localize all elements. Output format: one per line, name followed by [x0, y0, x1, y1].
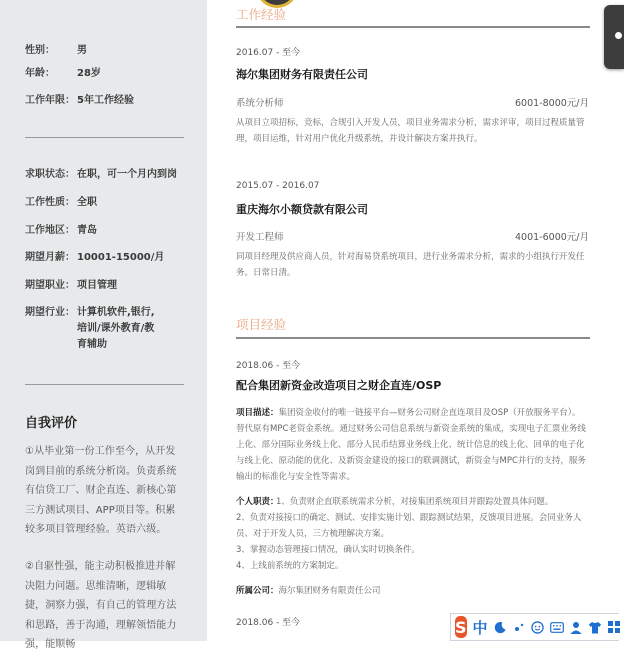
- info-label: 期望行业：: [25, 307, 75, 318]
- info-value: 计算机软件,银行,培训/课外教育/教育辅助: [77, 307, 155, 350]
- user-icon[interactable]: [570, 620, 582, 634]
- sidebar-divider: [25, 384, 184, 385]
- job-date: 2016.07 - 至今: [236, 48, 301, 58]
- job-company: 海尔集团财务有限责任公司: [236, 68, 368, 81]
- side-float-tab[interactable]: [604, 5, 624, 69]
- job-description: 从项目立项招标，竞标，合规引入开发人员，项目业务需求分析，需求评审，项目过程质量管理，项目运维，针对用户优化升级系统，并设计解决方案并执行。: [236, 118, 585, 144]
- project-description-text: 集团资金收付的唯一链接平台—财务公司财企直连项目及OSP（开放服务平台）。替代原有MPC老资金系统。通过财务公司信息系统与新资金系统的集成，实现电子汇票业务线上化、部分国际业务线上化、部分人民币结算业务线上化、统计信息的线上化、回单的电子化与线上化、原动能的优化、及新资金建设的接口的联调测试，新资金与MPC并行的支持，服务输出的标准化与安全性等需求。: [236, 408, 586, 482]
- project-date: 2018.06 - 至今: [236, 618, 301, 628]
- section-underline: [236, 26, 590, 28]
- job-role: 系统分析师: [236, 98, 284, 109]
- ime-toolbar[interactable]: [450, 613, 619, 641]
- project-company: [236, 583, 588, 599]
- self-evaluation-paragraph: ①从毕业第一份工作至今，从开发岗到目前的系统分析岗。负责系统有信贷工厂、财企直连、新核心第三方测试项目、APP项目等。积累较多项目管理经验。英语六级。: [25, 446, 177, 535]
- info-label: 性别：: [25, 45, 55, 56]
- responsibility-item: 3、掌握动态管理接口情况，确认实时切换条件。: [236, 545, 420, 555]
- project-date: 2018.06 - 至今: [236, 361, 301, 371]
- job-description: 同项目经理及供应商人员，针对海易贷系统项目，进行业务需求分析，需求的小组执行开发任务。日常日清。: [236, 252, 585, 278]
- intent-status: [25, 167, 177, 182]
- info-value: 青岛: [77, 225, 97, 236]
- responsibility-item: 2、负责对接接口的确定、测试、安排实施计划、跟踪测试结果，反馈项目进展。会同业务人员、对于开发人员，三方梳理解决方案。: [236, 513, 582, 539]
- info-value: 10001-15000/月: [77, 252, 165, 263]
- intent-industry: [25, 305, 159, 353]
- project-company-text: 海尔集团财务有限责任公司: [278, 586, 381, 596]
- info-value: 5年工作经验: [77, 95, 134, 106]
- skin-shirt-icon[interactable]: [588, 620, 602, 634]
- info-label: 期望月薪：: [25, 252, 75, 263]
- project-description: [236, 405, 588, 485]
- job-date: 2015.07 - 2016.07: [236, 181, 320, 191]
- info-label: 工作地区：: [25, 225, 75, 236]
- self-evaluation-title: 自我评价: [25, 416, 78, 431]
- punctuation-icon[interactable]: [513, 620, 525, 634]
- info-value: 在职，可一个月内到岗: [77, 169, 177, 180]
- resume-main: [207, 0, 619, 641]
- info-value: 全职: [77, 197, 97, 208]
- intent-occupation: [25, 278, 117, 293]
- info-label: 工作年限：: [25, 95, 75, 106]
- moon-icon[interactable]: [494, 620, 507, 634]
- project-company-label: 所属公司：: [236, 586, 279, 596]
- tab-knob-icon: [615, 32, 622, 39]
- project-responsibilities: [236, 494, 588, 574]
- project-name: 配合集团新资金改造项目之财企直连/OSP: [236, 379, 442, 392]
- section-title-work: 工作经验: [236, 7, 287, 22]
- info-value: 28岁: [77, 68, 101, 79]
- info-value: 项目管理: [77, 280, 117, 291]
- info-value: 男: [77, 45, 87, 56]
- keyboard-icon[interactable]: [550, 620, 564, 634]
- resume-sidebar: [0, 0, 207, 650]
- project-description-label: 项目描述：: [236, 408, 279, 418]
- job-salary: 6001-8000元/月: [515, 98, 589, 109]
- sogou-logo-icon[interactable]: S: [455, 617, 467, 637]
- ime-language-toggle[interactable]: 中: [472, 618, 488, 637]
- emoji-icon[interactable]: [531, 620, 544, 634]
- section-title-projects: 项目经验: [236, 317, 287, 332]
- info-gender: [25, 43, 87, 58]
- info-label: 工作性质：: [25, 197, 75, 208]
- menu-grid-icon[interactable]: [608, 620, 620, 634]
- job-company: 重庆海尔小额贷款有限公司: [236, 203, 368, 216]
- intent-region: [25, 223, 97, 238]
- job-salary: 4001-6000元/月: [515, 232, 589, 243]
- self-evaluation-paragraph: ②自驱性强，能主动积极推进并解决阻力问题。思维清晰，逻辑敏捷，洞察力强，有自己的管理方法和思路，善于沟通，理解领悟能力强，能顺畅: [25, 561, 177, 650]
- sidebar-divider: [25, 137, 184, 138]
- section-underline: [236, 337, 590, 339]
- info-label: 求职状态：: [25, 169, 75, 180]
- info-label: 期望职业：: [25, 280, 75, 291]
- project-responsibilities-label: 个人职责：: [236, 497, 279, 507]
- responsibility-item: 1、负责财企直联系统需求分析，对接集团系统项目并跟踪处置具体问题。: [276, 497, 554, 507]
- responsibility-item: 4、上线前系统的方案制定。: [236, 561, 344, 571]
- info-years: [25, 93, 134, 108]
- intent-salary: [25, 250, 164, 265]
- info-age: [25, 66, 101, 81]
- intent-type: [25, 195, 97, 210]
- info-label: 年龄：: [25, 68, 55, 79]
- job-role: 开发工程师: [236, 232, 284, 243]
